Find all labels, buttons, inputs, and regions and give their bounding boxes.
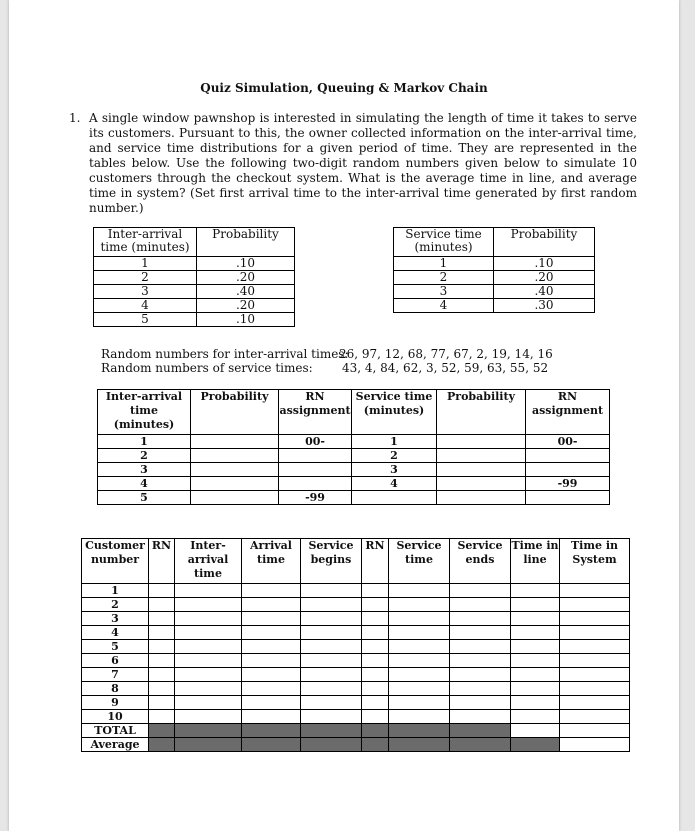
table-cell: -99: [526, 477, 610, 491]
table-cell: [149, 738, 175, 752]
table-cell: [242, 682, 301, 696]
header-arrival-time: Arrival time: [242, 539, 301, 584]
table-row: [94, 313, 295, 327]
table-row: [98, 449, 610, 463]
header-probability: Probability: [197, 228, 295, 257]
rn-assignment-table: [97, 389, 610, 505]
table-cell: [389, 710, 450, 724]
table-cell: [362, 640, 389, 654]
table-cell: [362, 612, 389, 626]
interarrival-random-values: 26, 97, 12, 68, 77, 67, 2, 19, 14, 16: [339, 347, 553, 361]
table-row: [98, 491, 610, 505]
header-service-ends: Service ends: [450, 539, 511, 584]
table-cell: 6: [82, 654, 149, 668]
table-cell: [437, 463, 526, 477]
table-cell: [242, 584, 301, 598]
table-cell: [450, 724, 511, 738]
table-cell: [437, 449, 526, 463]
table-cell: 5: [98, 491, 191, 505]
header-service-time: Service time (minutes): [394, 228, 494, 257]
table-cell: [191, 449, 279, 463]
table-cell: [450, 668, 511, 682]
table-cell: [301, 738, 362, 752]
table-cell: [511, 626, 560, 640]
header-service-time: Service time (minutes): [352, 390, 437, 435]
table-cell: [362, 710, 389, 724]
table-cell: [362, 598, 389, 612]
header-interarrival-time: Inter-arrival time (minutes): [94, 228, 197, 257]
table-cell: 4: [94, 299, 197, 313]
table-cell: [511, 710, 560, 724]
table-header-row: [94, 228, 295, 257]
table-cell: [511, 724, 560, 738]
header-time-in-system: Time in System: [560, 539, 630, 584]
table-cell: 1: [352, 435, 437, 449]
table-cell: [301, 612, 362, 626]
table-cell: 4: [352, 477, 437, 491]
table-cell: TOTAL: [82, 724, 149, 738]
table-cell: [149, 584, 175, 598]
table-cell: [389, 738, 450, 752]
table-cell: [175, 584, 242, 598]
table-row: [94, 271, 295, 285]
table-cell: [175, 710, 242, 724]
table-cell: 10: [82, 710, 149, 724]
table-cell: [242, 696, 301, 710]
table-cell: [242, 668, 301, 682]
table-cell: [511, 598, 560, 612]
interarrival-distribution-table: [93, 227, 295, 327]
document-page: [9, 0, 679, 831]
header-interarrival-time: Inter-arrival time: [175, 539, 242, 584]
table-cell: [450, 682, 511, 696]
table-cell: 1: [98, 435, 191, 449]
table-cell: Average: [82, 738, 149, 752]
table-cell: 9: [82, 696, 149, 710]
table-cell: [301, 640, 362, 654]
table-cell: .20: [197, 299, 295, 313]
table-cell: [450, 612, 511, 626]
table-cell: [511, 738, 560, 752]
table-cell: [560, 654, 630, 668]
table-cell: [242, 738, 301, 752]
table-cell: [450, 584, 511, 598]
table-row: [82, 626, 630, 640]
table-cell: 1: [94, 257, 197, 271]
table-cell: [191, 491, 279, 505]
table-cell: [149, 612, 175, 626]
table-cell: 5: [94, 313, 197, 327]
header-rn: RN: [149, 539, 175, 584]
table-cell: 2: [94, 271, 197, 285]
table-cell: 8: [82, 682, 149, 696]
table-cell: [362, 626, 389, 640]
header-rn-assignment: RN assignment: [526, 390, 610, 435]
table-header-row: [82, 539, 630, 584]
table-cell: [362, 738, 389, 752]
question-text: A single window pawnshop is interested in simulating the length of time it takes to serve its customers. Pursuant to this, the owner collected information on the inter-arrival time, and service time distributions for a given period of time. They are represented in the tables below. Use the following two-digit random numbers given below to simulate 10 customers through the checkout system. What is the average time in line, and average time in system? (Set first arrival time to the inter-arrival time generated by first random number.): [89, 111, 637, 215]
table-cell: [560, 612, 630, 626]
header-service-time: Service time: [389, 539, 450, 584]
table-cell: [191, 463, 279, 477]
table-cell: [149, 682, 175, 696]
table-cell: [175, 598, 242, 612]
table-row: [82, 696, 630, 710]
table-cell: [560, 668, 630, 682]
table-cell: [526, 463, 610, 477]
table-cell: [175, 640, 242, 654]
table-cell: [301, 584, 362, 598]
page-title: Quiz Simulation, Queuing & Markov Chain: [200, 81, 488, 95]
table-cell: [560, 626, 630, 640]
table-cell: [242, 626, 301, 640]
header-service-begins: Service begins: [301, 539, 362, 584]
table-cell: [191, 435, 279, 449]
table-cell: [511, 654, 560, 668]
table-cell: [560, 640, 630, 654]
table-row: [98, 435, 610, 449]
table-cell: 5: [82, 640, 149, 654]
table-cell: [242, 640, 301, 654]
table-cell: [560, 710, 630, 724]
table-row: [82, 584, 630, 598]
table-row: [394, 299, 595, 313]
table-cell: [560, 584, 630, 598]
table-row: [82, 640, 630, 654]
table-cell: [301, 724, 362, 738]
table-cell: [175, 696, 242, 710]
table-cell: [301, 626, 362, 640]
table-row: [394, 271, 595, 285]
table-cell: [362, 724, 389, 738]
table-cell: [242, 654, 301, 668]
table-cell: [389, 696, 450, 710]
table-cell: [279, 463, 352, 477]
table-cell: [389, 640, 450, 654]
table-cell: 1: [394, 257, 494, 271]
table-cell: [560, 696, 630, 710]
table-cell: [437, 491, 526, 505]
table-cell: [560, 724, 630, 738]
table-cell: 1: [82, 584, 149, 598]
table-cell: [352, 491, 437, 505]
table-cell: [175, 738, 242, 752]
table-cell: [175, 654, 242, 668]
table-cell: [175, 724, 242, 738]
table-row: [94, 285, 295, 299]
table-cell: [149, 696, 175, 710]
table-row: [82, 598, 630, 612]
table-cell: 3: [82, 612, 149, 626]
table-cell: [389, 668, 450, 682]
table-cell: [560, 682, 630, 696]
simulation-table: [81, 538, 630, 752]
table-header-row: [394, 228, 595, 257]
table-cell: [389, 626, 450, 640]
table-cell: [511, 612, 560, 626]
question-number: 1.: [69, 111, 81, 125]
table-cell: [437, 477, 526, 491]
table-cell: 00-: [526, 435, 610, 449]
table-cell: [175, 612, 242, 626]
header-rn-assignment: RN assignment: [279, 390, 352, 435]
table-row: [82, 612, 630, 626]
header-time-in-line: Time in line: [511, 539, 560, 584]
table-cell: 3: [98, 463, 191, 477]
header-probability: Probability: [437, 390, 526, 435]
table-cell: [242, 724, 301, 738]
table-cell: [362, 654, 389, 668]
table-cell: [301, 696, 362, 710]
header-customer-number: Customer number: [82, 539, 149, 584]
table-cell: 4: [394, 299, 494, 313]
table-cell: [560, 738, 630, 752]
table-cell: 00-: [279, 435, 352, 449]
table-cell: [389, 682, 450, 696]
table-cell: [511, 640, 560, 654]
table-cell: .10: [197, 257, 295, 271]
table-cell: [279, 477, 352, 491]
table-cell: [149, 598, 175, 612]
table-row: [94, 257, 295, 271]
table-cell: [389, 724, 450, 738]
table-cell: [362, 668, 389, 682]
table-cell: [301, 682, 362, 696]
table-row: [394, 285, 595, 299]
header-probability: Probability: [494, 228, 595, 257]
table-row: [82, 724, 630, 738]
table-cell: .20: [494, 271, 595, 285]
table-cell: 4: [82, 626, 149, 640]
table-cell: 7: [82, 668, 149, 682]
service-distribution-table: [393, 227, 595, 313]
table-cell: [149, 654, 175, 668]
table-cell: [450, 696, 511, 710]
table-cell: [450, 598, 511, 612]
table-cell: [149, 626, 175, 640]
table-cell: [437, 435, 526, 449]
table-row: [98, 463, 610, 477]
table-cell: 3: [352, 463, 437, 477]
table-cell: [149, 668, 175, 682]
table-cell: [389, 612, 450, 626]
table-cell: [511, 668, 560, 682]
table-cell: [149, 724, 175, 738]
table-cell: [511, 682, 560, 696]
table-cell: [511, 696, 560, 710]
table-cell: 3: [394, 285, 494, 299]
table-cell: .10: [197, 313, 295, 327]
table-row: [394, 257, 595, 271]
table-cell: [362, 584, 389, 598]
table-cell: [301, 710, 362, 724]
table-cell: [242, 598, 301, 612]
table-cell: [450, 640, 511, 654]
header-rn: RN: [362, 539, 389, 584]
table-cell: [301, 654, 362, 668]
table-cell: [362, 682, 389, 696]
table-cell: .10: [494, 257, 595, 271]
table-cell: [175, 668, 242, 682]
table-cell: .20: [197, 271, 295, 285]
table-cell: 2: [394, 271, 494, 285]
table-cell: 2: [82, 598, 149, 612]
table-header-row: [98, 390, 610, 435]
table-cell: [301, 668, 362, 682]
table-cell: 4: [98, 477, 191, 491]
table-cell: [301, 598, 362, 612]
table-cell: [242, 612, 301, 626]
table-cell: [511, 584, 560, 598]
table-cell: [526, 449, 610, 463]
table-row: [82, 682, 630, 696]
table-cell: [362, 696, 389, 710]
table-row: [82, 654, 630, 668]
table-row: [82, 710, 630, 724]
table-cell: [450, 738, 511, 752]
table-cell: 3: [94, 285, 197, 299]
table-cell: [175, 682, 242, 696]
service-random-values: 43, 4, 84, 62, 3, 52, 59, 63, 55, 52: [342, 361, 549, 375]
table-row: [82, 668, 630, 682]
interarrival-random-label: Random numbers for inter-arrival times:: [101, 347, 349, 361]
table-cell: 2: [352, 449, 437, 463]
table-cell: [450, 626, 511, 640]
table-cell: [175, 626, 242, 640]
table-cell: [242, 710, 301, 724]
table-cell: [450, 710, 511, 724]
table-cell: .40: [494, 285, 595, 299]
table-cell: [389, 584, 450, 598]
table-cell: [279, 449, 352, 463]
table-cell: [149, 640, 175, 654]
header-probability: Probability: [191, 390, 279, 435]
table-cell: [149, 710, 175, 724]
table-cell: [450, 654, 511, 668]
table-row: [82, 738, 630, 752]
table-cell: [191, 477, 279, 491]
table-cell: [389, 654, 450, 668]
table-row: [94, 299, 295, 313]
table-cell: .30: [494, 299, 595, 313]
table-cell: [526, 491, 610, 505]
table-row: [98, 477, 610, 491]
table-cell: 2: [98, 449, 191, 463]
table-cell: .40: [197, 285, 295, 299]
table-cell: -99: [279, 491, 352, 505]
table-cell: [560, 598, 630, 612]
service-random-label: Random numbers of service times:: [101, 361, 313, 375]
table-cell: [389, 598, 450, 612]
header-interarrival-time: Inter-arrival time (minutes): [98, 390, 191, 435]
